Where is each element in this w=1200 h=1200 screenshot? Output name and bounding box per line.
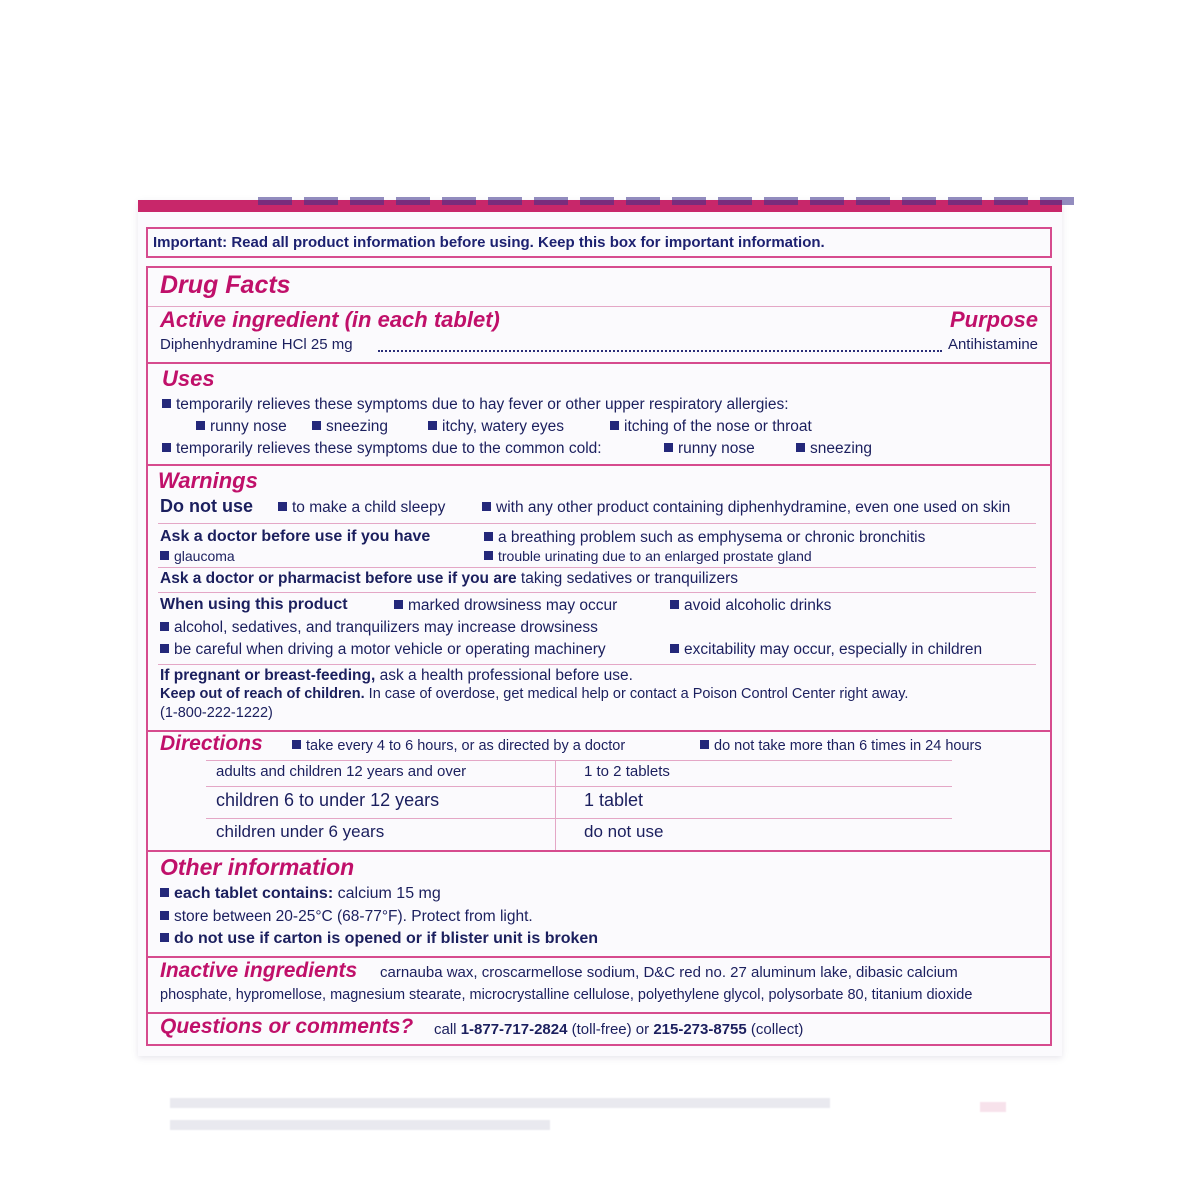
ask-doctor-label: Ask a doctor before use if you have [160, 528, 431, 545]
other-info-item: do not use if carton is opened or if blister unit is broken [160, 930, 598, 948]
active-ingredient-heading: Active ingredient (in each tablet) [160, 307, 500, 332]
inactive-line-1: carnauba wax, croscarmellose sodium, D&C red no. 27 aluminum lake, dibasic calcium [380, 964, 958, 981]
purpose-heading: Purpose [949, 307, 1038, 332]
warnings-heading: Warnings [158, 468, 258, 493]
drug-facts-carton [138, 200, 1062, 1056]
dosage-who: children under 6 years [216, 822, 385, 841]
warning-item: excitability may occur, especially in children [670, 641, 982, 659]
uses-section [148, 362, 1050, 464]
ask-pharmacist-line: Ask a doctor or pharmacist before use if you are taking sedatives or tranquilizers [160, 570, 739, 587]
dosage-amount: 1 to 2 tablets [584, 763, 670, 780]
uses-item: sneezing [312, 418, 388, 436]
directions-section [148, 730, 1050, 850]
other-info-section [148, 850, 1050, 956]
questions-section [148, 1012, 1050, 1044]
warning-item: a breathing problem such as emphysema or chronic bronchitis [484, 529, 925, 547]
questions-contact: call 1-877-717-2824 (toll-free) or 215-273-8755 (collect) [434, 1021, 804, 1038]
poison-control-phone: (1-800-222-1222) [160, 705, 273, 721]
uses-item: runny nose [196, 418, 287, 436]
direction-item: do not take more than 6 times in 24 hours [700, 738, 982, 754]
warning-item: with any other product containing diphenhydramine, even one used on skin [482, 499, 1010, 517]
active-ingredient: Diphenhydramine HCl 25 mg [160, 336, 353, 353]
warning-item: be careful when driving a motor vehicle or operating machinery [160, 641, 606, 659]
dosage-amount: 1 tablet [584, 790, 644, 810]
when-using-label: When using this product [160, 596, 348, 613]
warning-item: trouble urinating due to an enlarged prostate gland [484, 548, 812, 564]
dosage-who: adults and children 12 years and over [216, 763, 467, 780]
uses-heading: Uses [162, 366, 215, 391]
do-not-use-label: Do not use [160, 496, 253, 516]
other-info-item: store between 20-25°C (68-77°F). Protect from light. [160, 908, 533, 926]
warning-item: alcohol, sedatives, and tranquilizers may increase drowsiness [160, 619, 598, 637]
carton-top-band [138, 200, 1062, 212]
inactive-heading: Inactive ingredients [160, 959, 358, 982]
keep-out-line: Keep out of reach of children. In case of overdose, get medical help or contact a Poison Control Center right away. [160, 686, 909, 702]
pregnant-line: If pregnant or breast-feeding, ask a health professional before use. [160, 667, 633, 684]
warnings-section [148, 464, 1050, 730]
warning-item: avoid alcoholic drinks [670, 597, 831, 615]
drug-facts-panel [146, 266, 1052, 1046]
inactive-line-2: phosphate, hypromellose, magnesium stearate, microcrystalline cellulose, polyethylene glycol, polysorbate 80, titanium dioxide [160, 987, 973, 1003]
warning-item: glaucoma [160, 548, 235, 564]
other-info-item: each tablet contains: calcium 15 mg [160, 885, 441, 903]
carton-reflection [170, 1078, 1030, 1138]
uses-item: runny nose [664, 440, 755, 458]
inactive-section [148, 956, 1050, 1012]
other-info-heading: Other information [160, 854, 355, 880]
dosage-amount: do not use [584, 822, 664, 841]
directions-heading: Directions [160, 732, 263, 755]
important-notice: Important: Read all product information before using. Keep this box for important information. [146, 227, 1052, 258]
warning-item: to make a child sleepy [278, 499, 445, 517]
leader-dots [378, 350, 942, 352]
direction-item: take every 4 to 6 hours, or as directed by a doctor [292, 738, 625, 754]
uses-item: itching of the nose or throat [610, 418, 812, 436]
uses-item: sneezing [796, 440, 872, 458]
questions-heading: Questions or comments? [160, 1015, 414, 1038]
drug-facts-title: Drug Facts [160, 271, 291, 299]
dosage-who: children 6 to under 12 years [216, 790, 440, 810]
uses-line-1: temporarily relieves these symptoms due to hay fever or other upper respiratory allergies: [162, 396, 789, 414]
uses-line-2: temporarily relieves these symptoms due to the common cold: [162, 440, 602, 458]
warning-item: marked drowsiness may occur [394, 597, 617, 615]
uses-item: itchy, watery eyes [428, 418, 564, 436]
purpose-value: Antihistamine [947, 336, 1038, 353]
